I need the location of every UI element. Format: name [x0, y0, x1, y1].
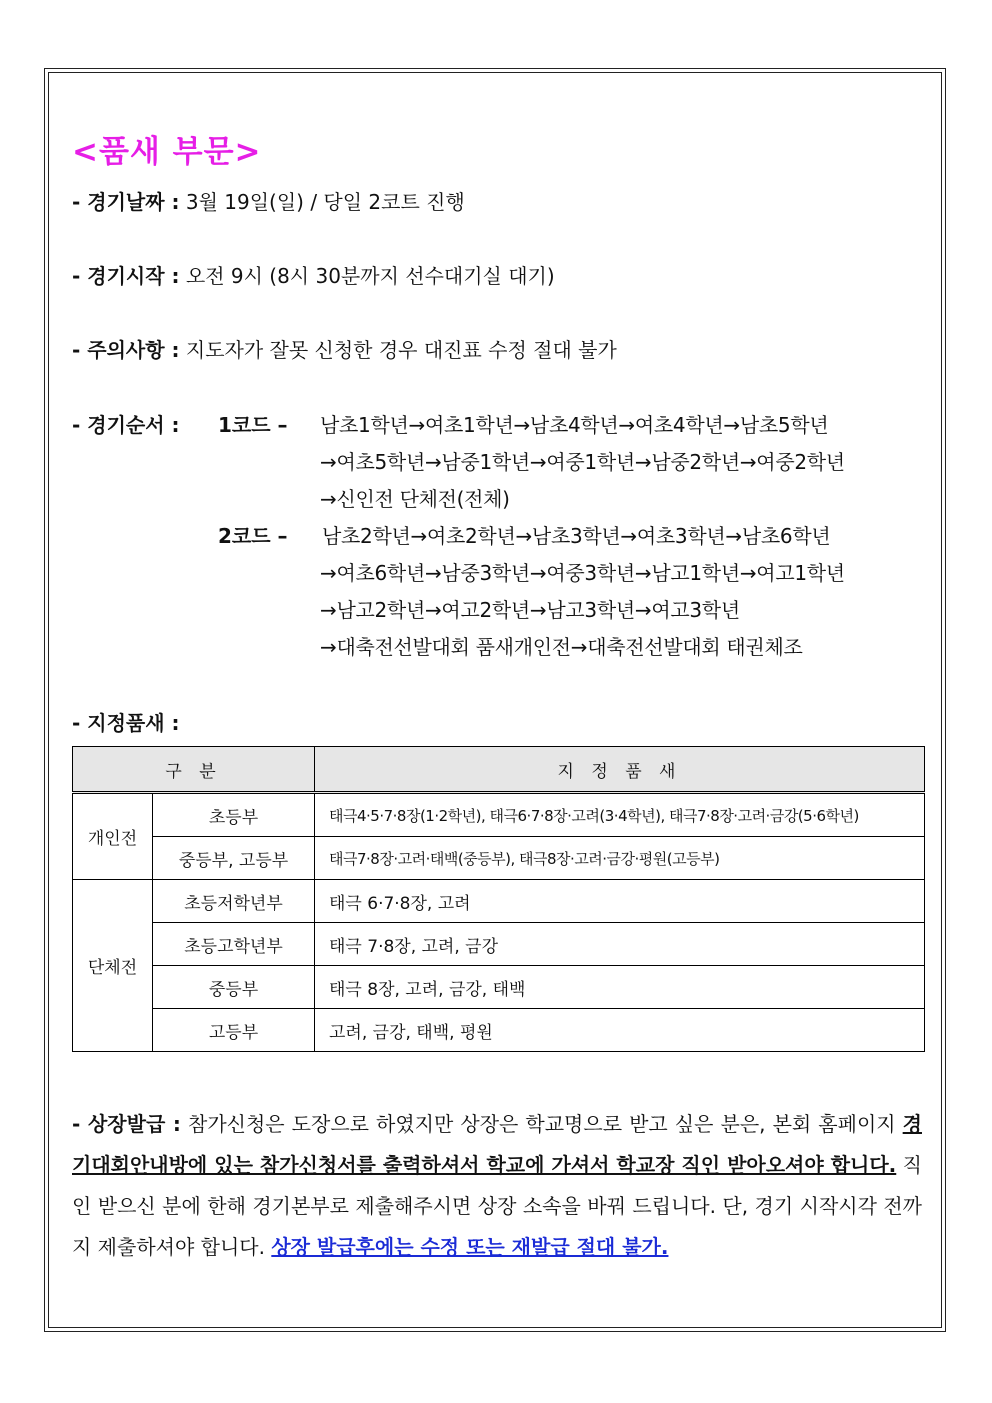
poomsae-cell: 태극 7·8장, 고려, 금강 — [315, 923, 925, 966]
table-row — [73, 966, 925, 1009]
table-row — [73, 923, 925, 966]
header-division: 구 분 — [73, 747, 315, 793]
poomsae-cell: 태극 6·7·8장, 고려 — [315, 880, 925, 923]
group-team: 단체전 — [73, 880, 153, 1052]
table-row — [73, 1009, 925, 1052]
poomsae-cell: 태극 8장, 고려, 금강, 태백 — [315, 966, 925, 1009]
start-value: 오전 9시 (8시 30분까지 선수대기실 대기) — [185, 264, 555, 288]
designated-poomsae-table — [72, 746, 925, 1052]
table-row — [73, 880, 925, 923]
start-line — [72, 260, 555, 289]
court2-line-3: →남고2학년→여고2학년→남고3학년→여고3학년 — [320, 598, 740, 622]
header-poomsae: 지 정 품 새 — [315, 747, 925, 793]
award-text-1: 참가신청은 도장으로 하였지만 상장은 학교명으로 받고 싶은 분은, 본회 홈페이지 — [180, 1112, 903, 1136]
division-cell: 고등부 — [153, 1009, 315, 1052]
table-header-row — [73, 747, 925, 793]
division-cell: 중등부 — [153, 966, 315, 1009]
caution-line — [72, 334, 617, 363]
poomsae-cell: 태극4·5·7·8장(1·2학년), 태극6·7·8장·고려(3·4학년), 태극7·8장·고려·금강(5·6학년) — [315, 793, 925, 837]
division-cell: 초등고학년부 — [153, 923, 315, 966]
award-label: - 상장발급 : — [72, 1112, 181, 1136]
date-value: 3월 19일(일) / 당일 2코트 진행 — [185, 190, 465, 214]
poomsae-cell: 고려, 금강, 태백, 평원 — [315, 1009, 925, 1052]
award-instruction: 경기대회안내방에 있는 참가신청서를 출력하셔서 학교에 가셔서 학교장 직인 받아오셔야 합니다. — [72, 1112, 922, 1177]
designated-label: - 지정품새 : — [72, 711, 180, 735]
table-row — [73, 837, 925, 880]
court2-line-2: →여초6학년→남중3학년→여중3학년→남고1학년→여고1학년 — [320, 561, 845, 585]
court2-line-4: →대축전선발대회 품새개인전→대축전선발대회 태권체조 — [320, 635, 803, 659]
start-label: - 경기시작 : — [72, 264, 180, 288]
caution-value: 지도자가 잘못 신청한 경우 대진표 수정 절대 불가 — [185, 338, 617, 362]
date-line — [72, 186, 465, 215]
division-cell: 중등부, 고등부 — [153, 837, 315, 880]
court1-line-3: →신인전 단체전(전체) — [320, 487, 510, 511]
date-label: - 경기날짜 : — [72, 190, 180, 214]
award-warning: 상장 발급후에는 수정 또는 재발급 절대 불가. — [271, 1235, 669, 1259]
award-text-2: 직인 받으신 분에 한해 경기본부로 제출해주시면 상장 소속을 바꿔 드립니다. 단, 경기 시작시각 전까지 제출하셔야 합니다. — [72, 1153, 922, 1259]
division-cell: 초등부 — [153, 793, 315, 837]
group-individual: 개인전 — [73, 793, 153, 880]
court1-line-2: →여초5학년→남중1학년→여중1학년→남중2학년→여중2학년 — [320, 450, 845, 474]
order-label: - 경기순서 : — [72, 413, 180, 437]
court2-line-1: 남초2학년→여초2학년→남초3학년→여초3학년→남초6학년 — [322, 524, 831, 548]
poomsae-cell: 태극7·8장·고려·태백(중등부), 태극8장·고려·금강·평원(고등부) — [315, 837, 925, 880]
court2-label: 2코드 – — [218, 524, 288, 548]
court1-label: 1코드 – — [218, 413, 288, 437]
division-cell: 초등저학년부 — [153, 880, 315, 923]
court1-line-1: 남초1학년→여초1학년→남초4학년→여초4학년→남초5학년 — [320, 413, 829, 437]
award-paragraph — [72, 1104, 922, 1268]
section-title: <품새 부문> — [72, 134, 262, 170]
caution-label: - 주의사항 : — [72, 338, 180, 362]
table-row — [73, 793, 925, 837]
